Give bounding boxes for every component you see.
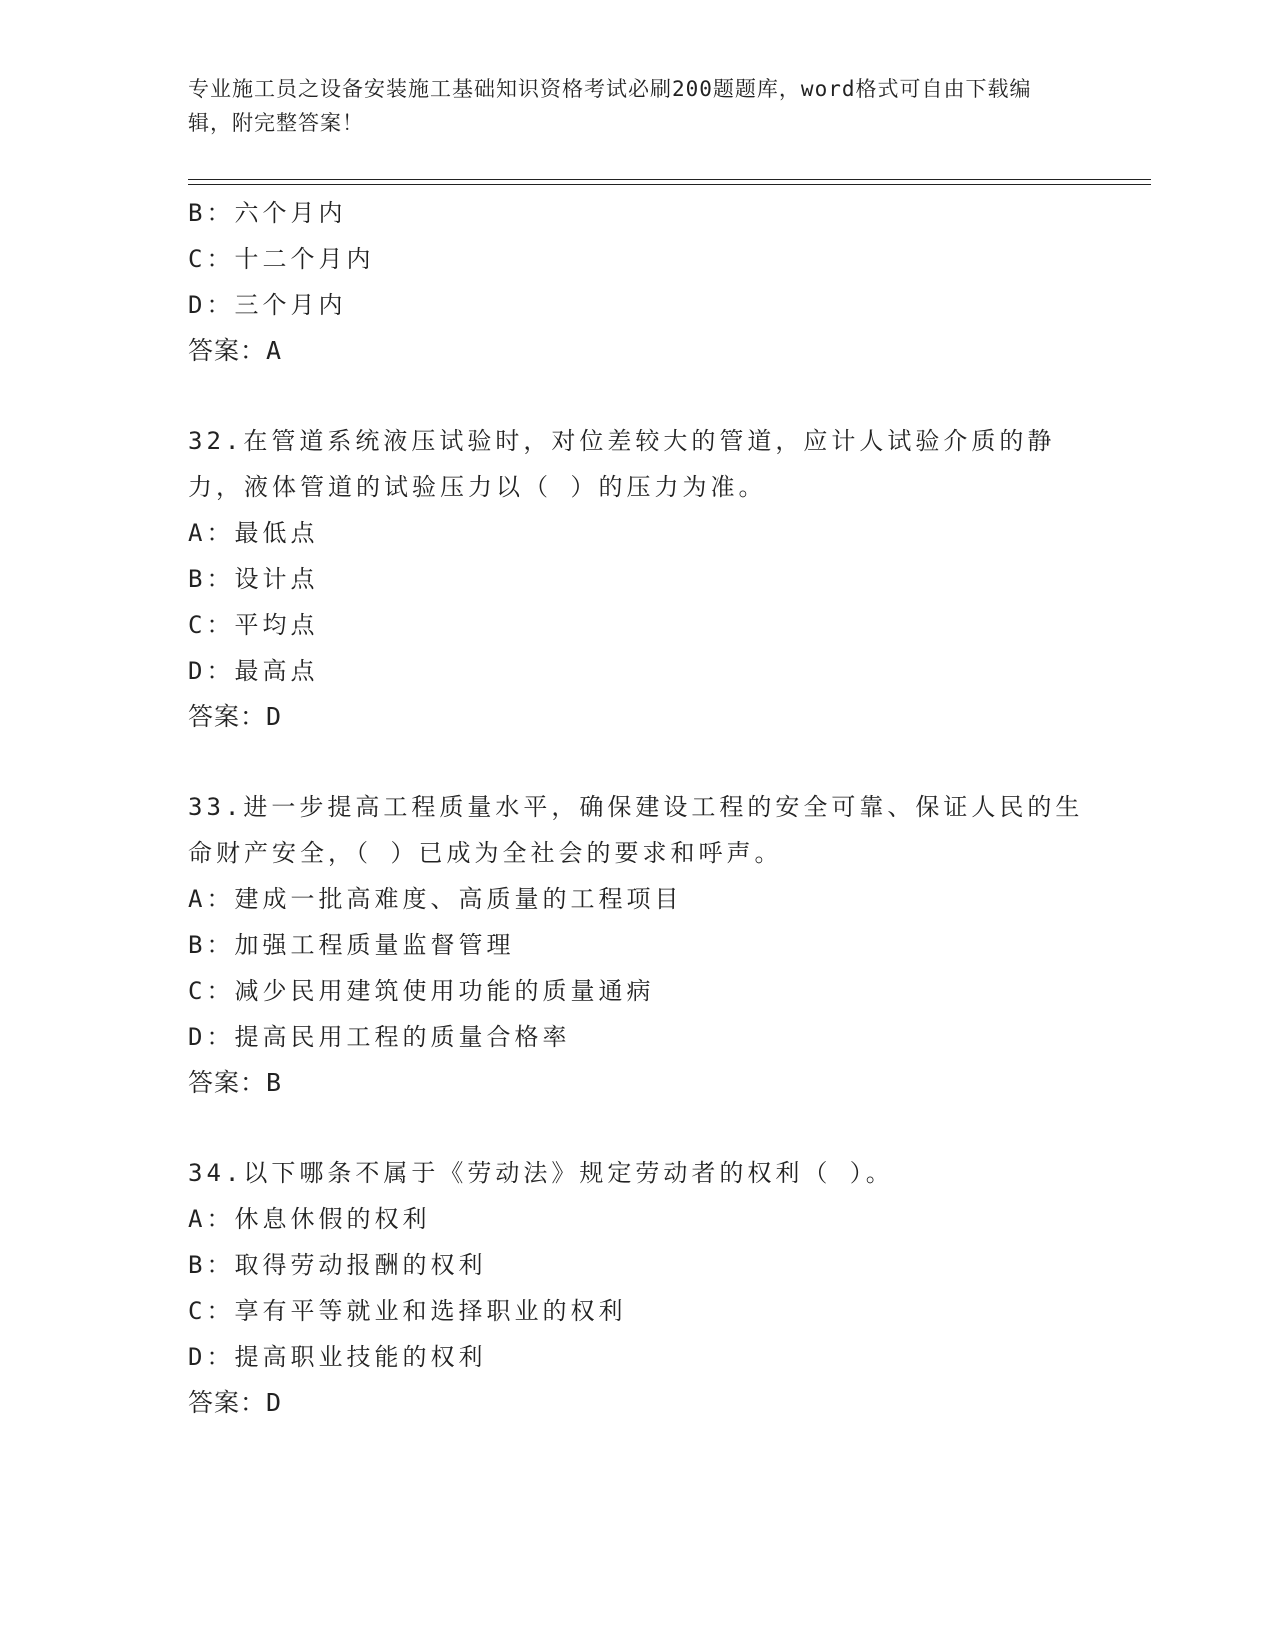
header-divider-top: [188, 179, 1151, 180]
option-c: C：平均点: [188, 611, 319, 639]
question-stem: 32.在管道系统液压试验时，对位差较大的管道，应计人试验介质的静力，液体管道的试验压力以（ ）的压力为准。: [188, 427, 1056, 501]
option-b: B：六个月内: [188, 199, 347, 227]
question-fragment-31: [188, 190, 1108, 374]
header-divider-bottom: [188, 184, 1151, 185]
question-stem: 33.进一步提高工程质量水平，确保建设工程的安全可靠、保证人民的生命财产安全，（ ）已成为全社会的要求和呼声。: [188, 793, 1084, 867]
option-a: A：最低点: [188, 519, 319, 547]
question-33: [188, 784, 1108, 1106]
option-c: C：享有平等就业和选择职业的权利: [188, 1297, 627, 1325]
option-a: A：休息休假的权利: [188, 1205, 431, 1233]
option-d: D：提高民用工程的质量合格率: [188, 1023, 571, 1051]
answer-line: 答案：D: [188, 702, 283, 731]
answer-line: 答案：D: [188, 1388, 283, 1417]
answer-line: 答案：A: [188, 336, 283, 365]
option-d: D：提高职业技能的权利: [188, 1343, 487, 1371]
option-d: D：最高点: [188, 657, 319, 685]
option-c: C：减少民用建筑使用功能的质量通病: [188, 977, 655, 1005]
document-header: 专业施工员之设备安装施工基础知识资格考试必刷200题题库，word格式可自由下载编辑，附完整答案！: [188, 77, 1032, 135]
question-34: [188, 1150, 1108, 1426]
question-spacer: [188, 1106, 1108, 1150]
question-stem: 34.以下哪条不属于《劳动法》规定劳动者的权利（ ）。: [188, 1159, 894, 1187]
option-d: D：三个月内: [188, 291, 347, 319]
option-a: A：建成一批高难度、高质量的工程项目: [188, 885, 683, 913]
question-spacer: [188, 374, 1108, 418]
question-list: [188, 190, 1108, 1426]
question-32: [188, 418, 1108, 740]
option-b: B：设计点: [188, 565, 319, 593]
option-b: B：加强工程质量监督管理: [188, 931, 515, 959]
question-spacer: [188, 740, 1108, 784]
answer-line: 答案：B: [188, 1068, 283, 1097]
option-c: C：十二个月内: [188, 245, 375, 273]
option-b: B：取得劳动报酬的权利: [188, 1251, 487, 1279]
